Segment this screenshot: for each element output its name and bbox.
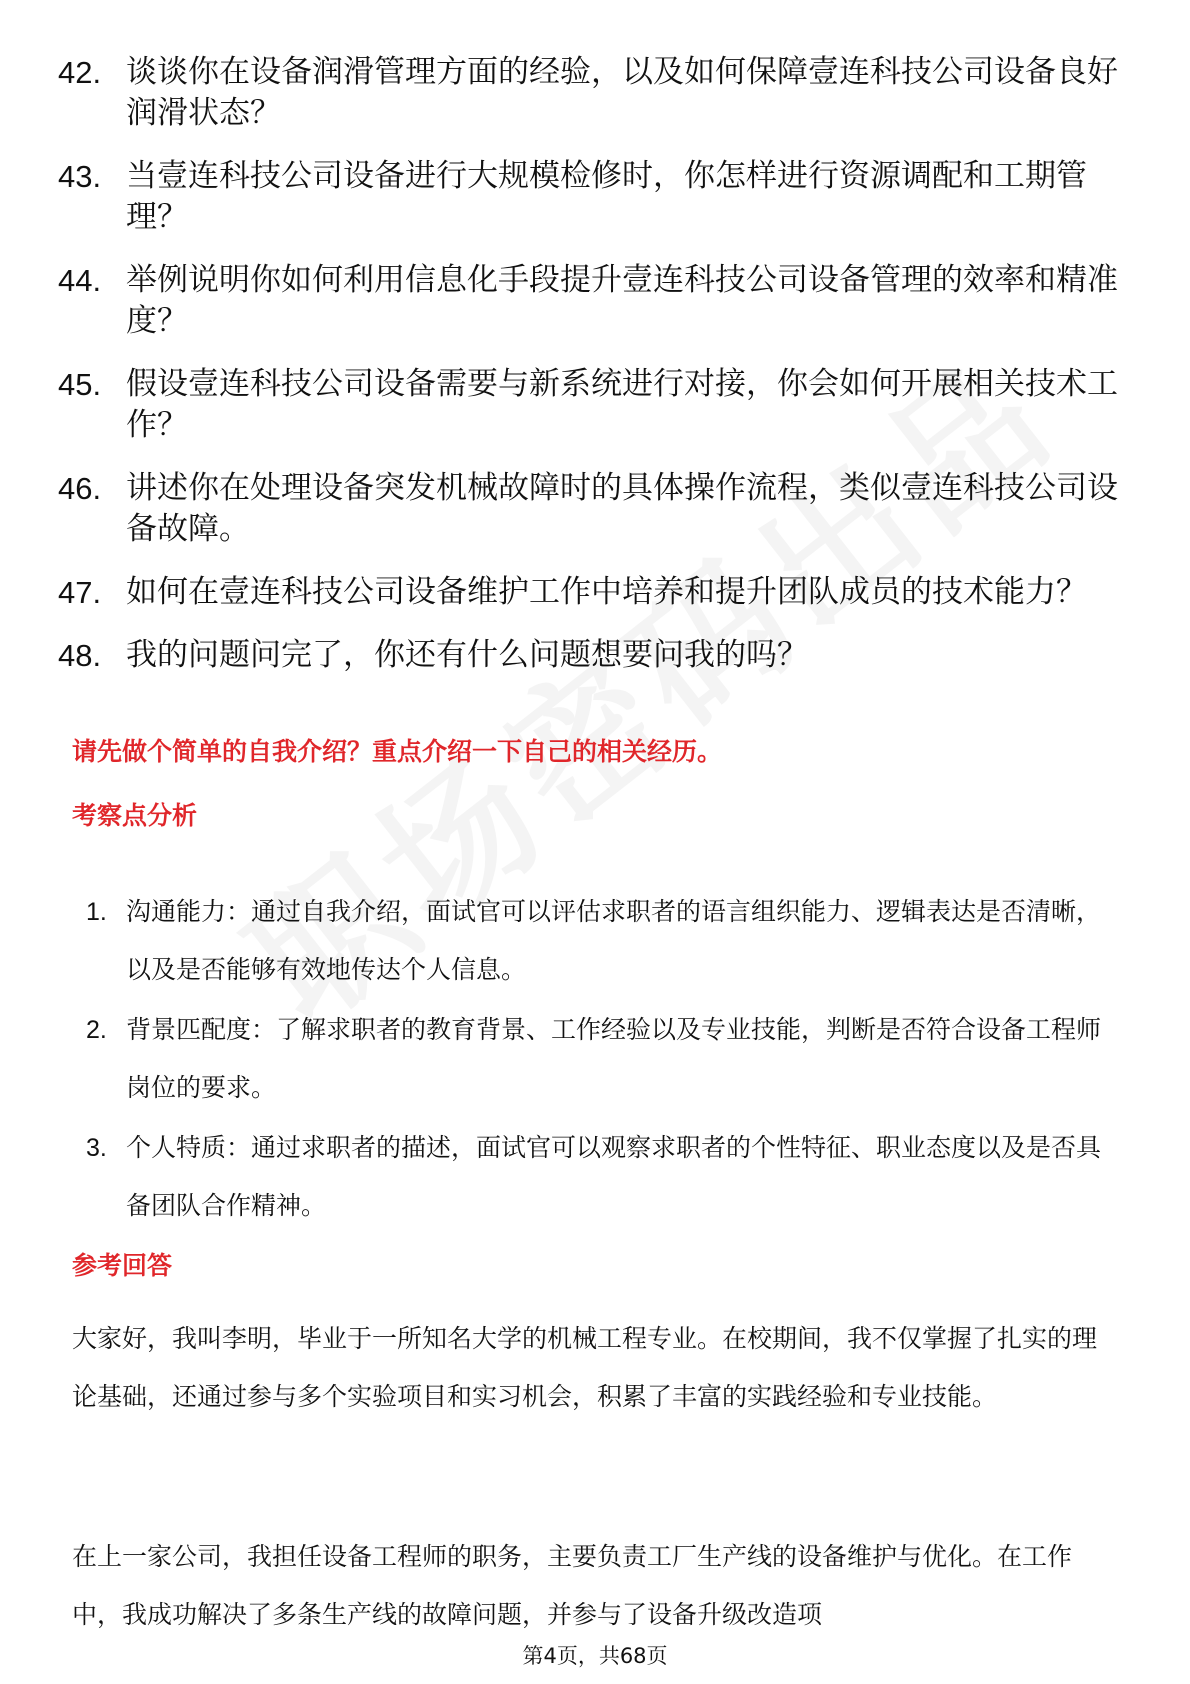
question-text: 如何在壹连科技公司设备维护工作中培养和提升团队成员的技术能力？	[126, 574, 1087, 610]
analysis-item	[86, 883, 1116, 999]
question-number: 42.	[58, 55, 102, 90]
question-item	[58, 52, 1118, 134]
question-number: 45.	[58, 367, 102, 402]
question-text: 举例说明你如何利用信息化手段提升壹连科技公司设备管理的效率和精准度？	[126, 262, 1118, 339]
question-item	[58, 468, 1118, 550]
answer-title: 参考回答	[72, 1251, 173, 1280]
question-list	[58, 52, 1118, 698]
question-number: 48.	[58, 638, 102, 673]
question-headline: 请先做个简单的自我介绍？重点介绍一下自己的相关经历。	[72, 737, 723, 766]
question-item	[58, 156, 1118, 238]
analysis-text: 个人特质：通过求职者的描述，面试官可以观察求职者的个性特征、职业态度以及是否具备团队合作精神。	[126, 1133, 1102, 1220]
question-number: 44.	[58, 263, 102, 298]
analysis-text: 背景匹配度：了解求职者的教育背景、工作经验以及专业技能，判断是否符合设备工程师岗位的要求。	[126, 1015, 1102, 1102]
analysis-title: 考察点分析	[72, 801, 198, 830]
analysis-list	[86, 883, 1116, 1237]
question-item	[58, 572, 1118, 613]
question-item	[58, 364, 1118, 446]
question-text: 我的问题问完了，你还有什么问题想要问我的吗？	[126, 637, 808, 673]
question-number: 43.	[58, 159, 102, 194]
analysis-text: 沟通能力：通过自我介绍，面试官可以评估求职者的语言组织能力、逻辑表达是否清晰，以及是否能够有效地传达个人信息。	[126, 897, 1102, 984]
question-number: 47.	[58, 575, 102, 610]
answer-paragraph: 大家好，我叫李明，毕业于一所知名大学的机械工程专业。在校期间，我不仅掌握了扎实的理论基础，还通过参与多个实验项目和实习机会，积累了丰富的实践经验和专业技能。	[72, 1324, 1098, 1411]
question-text: 谈谈你在设备润滑管理方面的经验，以及如何保障壹连科技公司设备良好润滑状态？	[126, 54, 1118, 131]
question-number: 46.	[58, 471, 102, 506]
question-text: 讲述你在处理设备突发机械故障时的具体操作流程，类似壹连科技公司设备故障。	[126, 470, 1118, 547]
analysis-item	[86, 1119, 1116, 1235]
page-footer: 第4页，共68页	[522, 1644, 668, 1668]
analysis-number: 1.	[86, 898, 107, 926]
analysis-number: 3.	[86, 1134, 107, 1162]
analysis-number: 2.	[86, 1016, 107, 1044]
question-item	[58, 260, 1118, 342]
analysis-item	[86, 1001, 1116, 1117]
question-item	[58, 635, 1118, 676]
question-text: 假设壹连科技公司设备需要与新系统进行对接，你会如何开展相关技术工作？	[126, 366, 1118, 443]
question-text: 当壹连科技公司设备进行大规模检修时，你怎样进行资源调配和工期管理？	[126, 158, 1087, 235]
answer-paragraph: 在上一家公司，我担任设备工程师的职务，主要负责工厂生产线的设备维护与优化。在工作中，我成功解决了多条生产线的故障问题，并参与了设备升级改造项	[72, 1542, 1073, 1629]
